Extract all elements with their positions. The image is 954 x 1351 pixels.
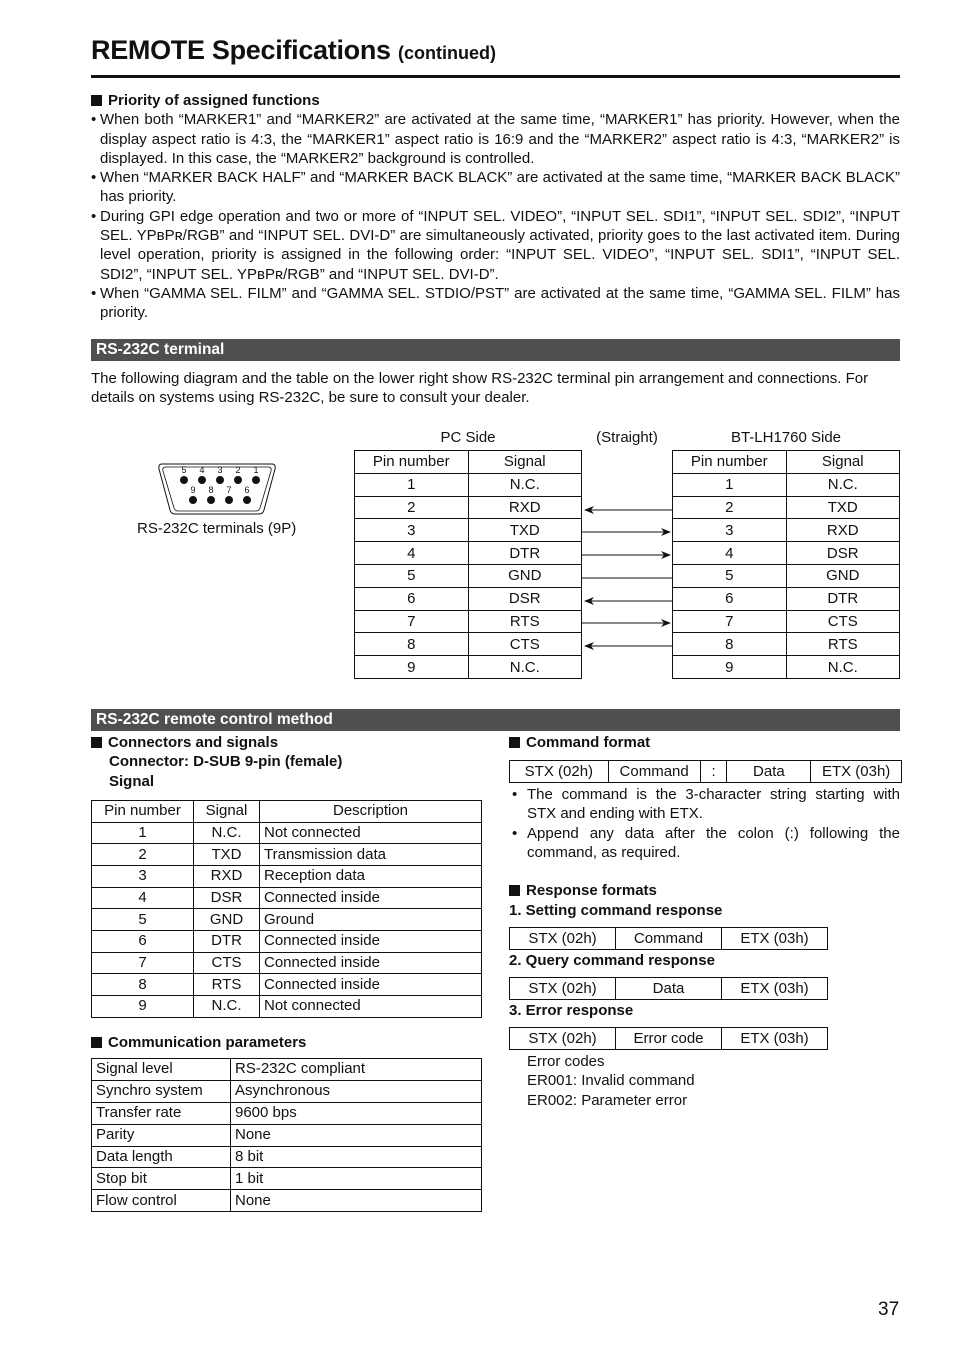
straight-caption: (Straight) bbox=[596, 429, 658, 446]
error-code-item: ER002: Parameter error bbox=[527, 1091, 688, 1109]
svg-text:1: 1 bbox=[253, 465, 259, 475]
signal-label: Signal bbox=[109, 772, 155, 790]
table-row: STX (02h) Data ETX (03h) bbox=[510, 978, 828, 1000]
table-row: Synchro system Asynchronous bbox=[92, 1080, 482, 1102]
table-header-row bbox=[355, 451, 582, 474]
table-row: 9 N.C. bbox=[355, 656, 582, 679]
square-bullet-icon bbox=[91, 1037, 102, 1048]
table-row: Data length 8 bit bbox=[92, 1146, 482, 1168]
priority-bullet: • When “MARKER BACK HALF” and “MARKER BACK BLACK” are activated at the same time, “MARKER BACK BLACK” has priority. bbox=[91, 168, 900, 207]
error-response-title: 3. Error response bbox=[509, 1002, 634, 1019]
table-row: Signal level RS-232C compliant bbox=[92, 1059, 482, 1081]
table-row: 7 CTS Connected inside bbox=[92, 952, 482, 974]
connector-label: RS-232C terminals (9P) bbox=[137, 520, 297, 537]
response-formats-heading: Response formats bbox=[509, 881, 657, 900]
priority-section bbox=[91, 91, 900, 323]
table-row: 6 DTR Connected inside bbox=[92, 931, 482, 953]
square-bullet-icon bbox=[509, 885, 520, 896]
table-row: 2 TXD Transmission data bbox=[92, 844, 482, 866]
page-number: 37 bbox=[878, 1299, 900, 1320]
table-row: STX (02h) Command ETX (03h) bbox=[510, 928, 828, 950]
table-row: 9 N.C. Not connected bbox=[92, 996, 482, 1018]
signal-table bbox=[91, 800, 482, 1018]
table-row: 6 DSR bbox=[355, 587, 582, 610]
pc-side-table bbox=[354, 450, 582, 679]
error-code-item: ER001: Invalid command bbox=[527, 1072, 695, 1090]
query-response-title: 2. Query command response bbox=[509, 952, 715, 969]
svg-text:6: 6 bbox=[244, 485, 250, 495]
table-row: Parity None bbox=[92, 1124, 482, 1146]
table-row: 5 GND bbox=[673, 564, 900, 587]
svg-text:8: 8 bbox=[208, 485, 214, 495]
table-row: Stop bit 1 bit bbox=[92, 1168, 482, 1190]
table-row: 4 DTR bbox=[355, 542, 582, 565]
svg-text:2: 2 bbox=[235, 465, 241, 475]
table-row: 8 CTS bbox=[355, 633, 582, 656]
bt-side-caption: BT-LH1760 Side bbox=[730, 429, 842, 446]
table-row: 4 DSR Connected inside bbox=[92, 887, 482, 909]
connectors-section bbox=[91, 733, 482, 1018]
error-codes bbox=[527, 1052, 695, 1110]
svg-text:4: 4 bbox=[199, 465, 205, 475]
table-row: 1 N.C. bbox=[673, 473, 900, 496]
bt-side-table bbox=[672, 450, 900, 679]
connectors-heading: Connectors and signals bbox=[108, 734, 279, 751]
table-row: STX (02h) Error code ETX (03h) bbox=[510, 1028, 828, 1050]
note-bullet: • The command is the 3-character string starting with STX and ending with ETX. bbox=[509, 785, 900, 824]
priority-bullet: • When “GAMMA SEL. FILM” and “GAMMA SEL. STDIO/PST” are activated at the same time, “GAMMA SEL. FILM” has priority. bbox=[91, 284, 900, 323]
priority-bullet: • When both “MARKER1” and “MARKER2” are activated at the same time, “MARKER1” has priority. However, when the display aspect ratio is 4:3, the “MARKER1” aspect ratio is 16:9 and the “MARKER2” aspect ratio is 4:3, “MARKER2” is displayed. In this case, the “MARKER2” background is controlled. bbox=[91, 110, 900, 168]
svg-text:7: 7 bbox=[226, 485, 232, 495]
table-row: 3 RXD Reception data bbox=[92, 865, 482, 887]
setting-response-table bbox=[509, 927, 828, 950]
svg-text:9: 9 bbox=[190, 485, 196, 495]
priority-bullet: • During GPI edge operation and two or more of “INPUT SEL. VIDEO”, “INPUT SEL. SDI1”, “INPUT SEL. SDI2”, “INPUT SEL. YPʙPʀ/RGB” and “INPUT SEL. DVI-D” are simultaneously activated, priority goes to the last activated item. During level operation, priority is assigned in the following order: “INPUT SEL. VIDEO”, “INPUT SEL. SDI1”, “INPUT SEL. SDI2”, “INPUT SEL. YPʙPʀ/RGB” and “INPUT SEL. DVI-D”. bbox=[91, 207, 900, 284]
table-row: 8 RTS Connected inside bbox=[92, 974, 482, 996]
svg-text:5: 5 bbox=[181, 465, 187, 475]
db9-connector-icon bbox=[158, 460, 278, 518]
wiring-arrows bbox=[582, 450, 672, 678]
title-rule bbox=[91, 75, 900, 78]
table-row: 1 N.C. Not connected bbox=[92, 822, 482, 844]
comm-params-table bbox=[91, 1058, 482, 1212]
query-response-table bbox=[509, 977, 828, 1000]
table-row: 5 GND Ground bbox=[92, 909, 482, 931]
header-cell: Signal bbox=[468, 451, 581, 474]
table-row: 2 TXD bbox=[673, 496, 900, 519]
command-format-notes bbox=[509, 785, 900, 862]
table-row: 4 DSR bbox=[673, 542, 900, 565]
table-row: 9 N.C. bbox=[673, 656, 900, 679]
square-bullet-icon bbox=[91, 95, 102, 106]
table-row: 3 RXD bbox=[673, 519, 900, 542]
terminal-intro: The following diagram and the table on the lower right show RS-232C terminal pin arrangement and connections. For details on systems using RS-232C, be sure to consult your dealer. bbox=[91, 370, 869, 407]
table-row: Transfer rate 9600 bps bbox=[92, 1102, 482, 1124]
table-row: 8 RTS bbox=[673, 633, 900, 656]
section-header-terminal: RS-232C terminal bbox=[91, 339, 900, 361]
error-response-table bbox=[509, 1027, 828, 1050]
table-row: 6 DTR bbox=[673, 587, 900, 610]
page-title bbox=[91, 33, 496, 70]
pc-side-caption: PC Side bbox=[440, 429, 496, 446]
square-bullet-icon bbox=[509, 737, 520, 748]
page-title-suffix: (continued) bbox=[397, 43, 496, 63]
connector-type: Connector: D-SUB 9-pin (female) bbox=[109, 753, 343, 771]
table-row: 2 RXD bbox=[355, 496, 582, 519]
table-row: STX (02h) Command : Data ETX (03h) bbox=[510, 761, 902, 783]
priority-heading: Priority of assigned functions bbox=[108, 92, 320, 109]
header-cell: Pin number bbox=[355, 451, 469, 474]
setting-response-title: 1. Setting command response bbox=[509, 902, 723, 919]
table-row: 7 RTS bbox=[355, 610, 582, 633]
square-bullet-icon bbox=[91, 737, 102, 748]
table-row: 1 N.C. bbox=[355, 473, 582, 496]
svg-text:3: 3 bbox=[217, 465, 223, 475]
section-header-remote: RS-232C remote control method bbox=[91, 709, 900, 731]
table-row: 3 TXD bbox=[355, 519, 582, 542]
table-row: 7 CTS bbox=[673, 610, 900, 633]
table-header-row: Pin number Signal Description bbox=[92, 800, 482, 822]
table-row: 5 GND bbox=[355, 564, 582, 587]
table-row: Flow control None bbox=[92, 1190, 482, 1212]
command-format-table bbox=[509, 760, 902, 783]
note-bullet: • Append any data after the colon (:) following the command, as required. bbox=[509, 824, 900, 863]
command-format-heading: Command format bbox=[509, 733, 900, 752]
table-header-row: Pin number Signal bbox=[673, 451, 900, 474]
comm-params-heading: Communication parameters bbox=[91, 1033, 306, 1052]
error-codes-title: Error codes bbox=[527, 1053, 605, 1070]
page-title-text: REMOTE Specifications bbox=[91, 35, 391, 65]
